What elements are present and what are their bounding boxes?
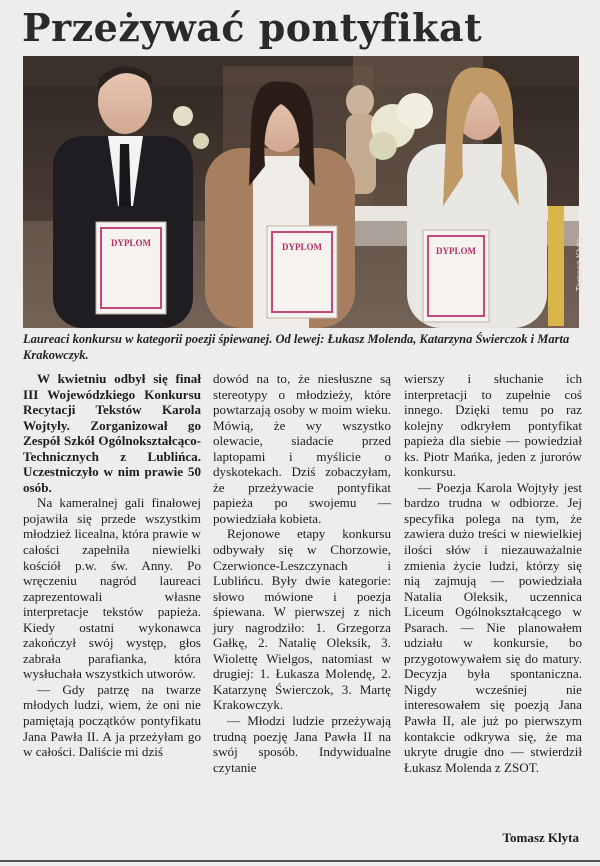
author-byline: Tomasz Klyta — [502, 830, 579, 845]
body-paragraph: Rejonowe etapy konkursu odbywały się w Chorzowie, Czerwionce-Leszczynach i Lublińcu. Były dwie kategorie: słowo mówione i poezja śpiewana. W pierwszej z nich jury nagrodziło: 1. Grzegorza Gałkę, 2. Natalię Oleksik, 3. Wiolettę Wielgos, natomiast w drugiej: 1. Łukasza Molendę, 2. Katarzynę Świerczok, 3. Martę Krakowczyk. — [213, 526, 391, 713]
article-column-3 — [404, 371, 582, 775]
article-column-1 — [23, 371, 201, 760]
body-paragraph: Na kameralnej gali finałowej pojawiła się przede wszystkim młodzież licealna, która prawie w całości zapełniła niewielki kościół p.w. św. Anny. Po wręczeniu nagród laureaci zaprezentowali własne interpretacje tekstów papieża. Kiedy ostatni wykonawca zakończył swój występ, głos zabrała parafianka, która wysłuchała wszystkich utworów. — [23, 495, 201, 682]
laureates-photo — [23, 56, 585, 328]
diploma-title-3: DYPLOM — [436, 246, 476, 256]
continued-paragraph: wierszy i słuchanie ich interpretacji to zupełnie coś innego. Dzięki temu po raz kolejny odkryłem pontyfikat papieża dla siebie — powiedział ks. Piotr Mańka, jeden z jurorów konkursu. — [404, 371, 582, 480]
continued-paragraph: dowód na to, że niesłuszne są stereotypy o młodzieży, które powtarzają osoby w moim wieku. Mówią, że wy wszystko olewacie, siadacie przed laptopami i myślicie o dyskotekach. Dziś zobaczyłam, że przeżywacie pontyfikat papieża po swojemu — powiedziała kobieta. — [213, 371, 391, 526]
bottom-rule — [0, 860, 600, 862]
photo-caption: Laureaci konkursu w kategorii poezji śpiewanej. Od lewej: Łukasz Molenda, Katarzyna Świerczok i Marta Krakowczyk. — [23, 332, 570, 362]
quote-paragraph: — Poezja Karola Wojtyły jest bardzo trudna w odbiorze. Jej specyfika polega na tym, że zawiera dużo treści w niewielkiej ilości słów i niezauważalnie zmienia życie ludzi, którzy się nią zajmują — powiedziała Natalia Oleksik, uczennica Liceum Ogólnokształcącego w Psarach. — Nie planowałem udziału w konkursie, bo przygotowywałem się do matury. Decyzja była spontaniczna. Nigdy wcześniej nie interesowałem się poezją Jana Pawła II, ale już po pierwszym kontakcie odkrywa się, że ma ukryte drugie dno — stwierdził Łukasz Molenda z ZSOT. — [404, 479, 582, 775]
photo-credit: Tomasz Klyta — [575, 238, 585, 292]
quote-paragraph: — Młodzi ludzie przeżywają trudną poezję Jana Pawła II na swój sposób. Indywidualne czytanie — [213, 713, 391, 775]
article-column-2 — [213, 371, 391, 775]
photo-illustration — [23, 56, 579, 328]
lead-paragraph: W kwietniu odbył się finał III Wojewódzkiego Konkursu Recytacji Tekstów Karola Wojtyły. Zorganizował go Zespół Szkół Ogólnokształcąco-Technicznych z Lublińca. Uczestniczyło w nim prawie 50 osób. — [23, 371, 201, 495]
quote-paragraph: — Gdy patrzę na twarze młodych ludzi, wiem, że oni nie pamiętają początków pontyfikatu Jana Pawła II. A ja przeżyłam go w całości. Daliście mi dziś — [23, 681, 201, 760]
diploma-title-1: DYPLOM — [111, 238, 151, 248]
article-headline: Przeżywać pontyfikat — [22, 5, 483, 50]
diploma-title-2: DYPLOM — [282, 242, 322, 252]
